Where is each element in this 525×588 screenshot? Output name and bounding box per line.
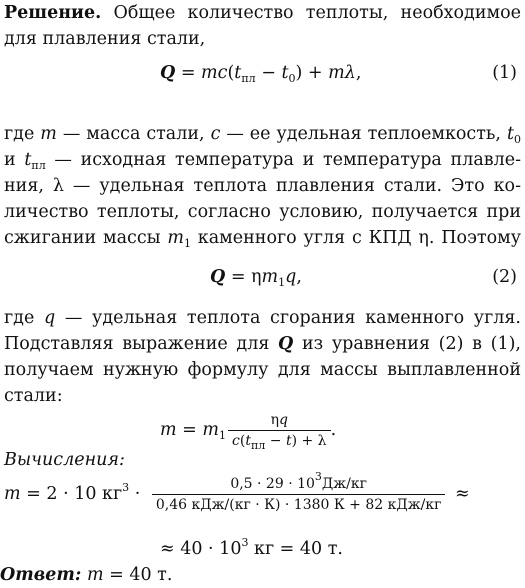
equation-1-number: (1) [492,63,517,83]
p3-q: q [43,308,56,328]
calc-label: Вычисления: [4,450,125,470]
p2-spl: пл [31,159,46,172]
eq3-fraction [228,410,331,451]
eq1-lp: ( [227,63,235,83]
eq3-den-t2: t [285,433,292,449]
eq1-comma: , [355,63,362,83]
calc-l2b: кг = 40 т. [248,539,343,559]
calc-numerator [152,470,446,494]
para2-line-2 [4,147,521,173]
p3-b1: Подставляя выражение для [4,334,279,354]
eq1-m2: m [328,63,345,83]
eq3-numerator [228,410,331,430]
eq1-sub-pl: пл [241,72,256,85]
eq1-minus: − [255,63,282,83]
para3-line-3 [4,357,521,383]
p2-a2: — масса стали, [56,124,211,144]
eq1-rp: ) [295,63,303,83]
eq3-den-plus: + λ [297,433,327,449]
solution-text-1: Общее количество теплоты, необходимое [113,3,521,23]
eq2-eq: = η [225,267,262,287]
calc-line-2-body [160,536,343,562]
calc-mul: · [129,484,141,504]
p2-a3: — ее удельная теплоемкость, [220,124,507,144]
eq2-q: q [285,267,297,287]
para2-line-3 [4,173,521,199]
equation-2-body [210,264,302,290]
calc-lhs: = 2 · 10 кг [20,484,123,504]
p3-d1: стали: [4,386,63,406]
eq3-den-spl: пл [250,439,266,452]
solution-line-2 [4,26,521,52]
eq2-m: m [261,267,279,287]
calc-lhs-exp: 3 [122,481,130,494]
eq1-sub0: 0 [288,72,296,85]
calc-num-b: Дж/кг [321,476,367,492]
para2-line-4 [4,199,521,225]
p2-c1: ния, λ — удельная теплота плавления стали. Это ко- [4,176,521,196]
p2-e2: каменного угля с КПД η. Поэтому [190,228,522,248]
eq3-s1: 1 [219,429,227,442]
p2-e1: сжигании массы [4,228,168,248]
equation-3-body [160,410,336,451]
p2-t2: t [24,150,32,170]
calc-approx: ≈ [455,484,470,504]
eq3-q: q [279,412,288,428]
eq3-den-t: t [245,433,251,449]
solution-text-2: для плавления стали, [4,29,206,49]
p3-b2: из уравнения (2) в (1), [293,334,521,354]
eq1-t: t [234,63,242,83]
calc-m: m [4,484,21,504]
eq1-t0: t [281,63,289,83]
equation-1-body [160,60,361,86]
para2-line-5 [4,225,521,251]
eq3-eq: = [176,420,203,440]
para3-line-4 [4,383,521,409]
p2-b1: и [4,150,25,170]
p2-b2: — исходная температура и температура плавле- [45,150,521,170]
eq3-dot: . [330,420,337,440]
eq1-plus: + [302,63,329,83]
p3-Q: Q [278,334,294,354]
calc-fraction [152,470,446,515]
p2-t: t [506,124,515,144]
calc-l2exp: 3 [241,536,249,549]
p3-a1: где [4,308,44,328]
eq3-den-rp: ) [291,433,298,449]
eq2-s1: 1 [278,276,286,289]
p2-m: m [40,124,57,144]
eq1-c: c [217,63,228,83]
solution-line-1 [4,0,521,26]
para3-line-2 [4,331,521,357]
answer-label: Ответ: [0,565,82,585]
p2-s1: 1 [183,237,191,250]
solution-label: Решение. [4,3,102,23]
equation-2-number: (2) [492,267,517,287]
calc-denominator: 0,46 кДж/(кг · К) · 1380 К + 82 кДж/кг [152,494,446,515]
eq1-Q: Q [160,63,176,83]
p2-d1: личество теплоты, согласно условию, получается при [4,202,521,222]
answer-value: = 40 т. [103,565,173,585]
eq2-comma: , [296,267,302,287]
calc-num-exp: 3 [314,470,322,483]
p3-c1: получаем нужную формулу для массы выплавленной [4,360,521,380]
eq3-den-c: c [232,433,240,449]
eq3-eta: η [270,412,279,428]
answer-line [0,562,517,588]
eq3-den-lp: ( [239,433,246,449]
eq3-m: m [160,420,177,440]
calc-line-1-body [4,470,470,515]
eq1-lambda: λ [344,63,356,83]
eq1-m: m [201,63,218,83]
calc-l2a: ≈ 40 · 10 [160,539,242,559]
calc-num-a: 0,5 · 29 · 10 [230,476,315,492]
eq3-m1: m [202,420,220,440]
p2-s0: 0 [514,133,522,146]
answer-m: m [86,565,104,585]
para3-line-1 [4,305,521,331]
eq2-Q: Q [210,267,226,287]
p2-a1: где [4,124,41,144]
eq1-eq: = [175,63,202,83]
p3-a2: — удельная теплота сгорания каменного угля. [55,308,521,328]
p2-c: c [210,124,221,144]
para2-line-1 [4,121,521,147]
eq3-den-minus: − [265,433,286,449]
p2-m1: m [167,228,184,248]
